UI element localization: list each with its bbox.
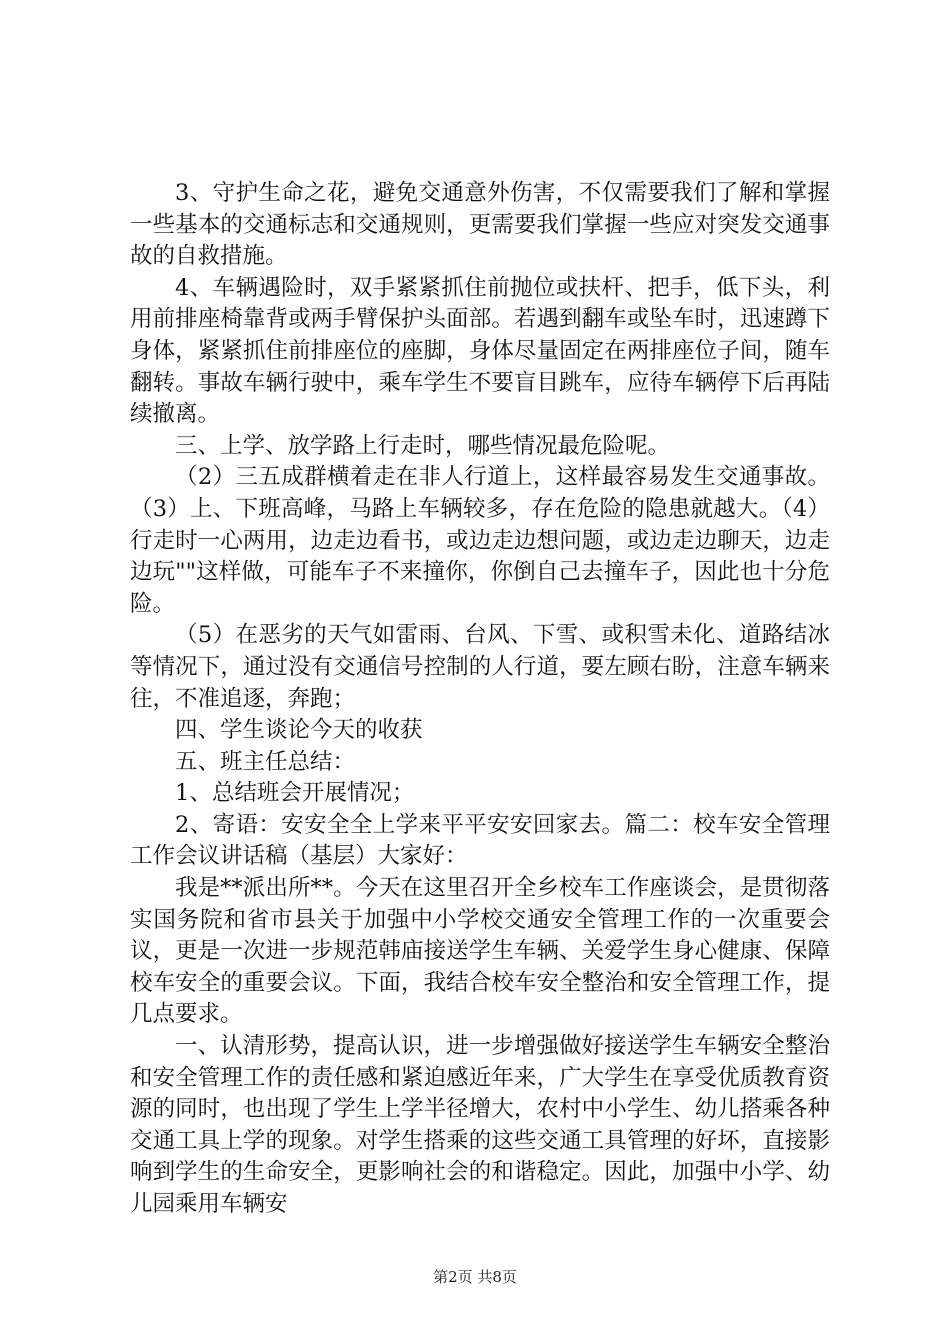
paragraph: 1、总结班会开展情况； — [175, 780, 415, 807]
paragraph: 四、学生谈论今天的收获 — [175, 717, 423, 744]
paragraph: 3、守护生命之花，避免交通意外伤害，不仅需要我们了解和掌握一些基本的交通标志和交通规则，更需要我们掌握一些应对突发交通事故的自救措施。 — [130, 180, 830, 270]
paragraph: 4、车辆遇险时，双手紧紧抓住前抛位或扶杆、把手，低下头，利用前排座椅靠背或两手臂保护头面部。若遇到翻车或坠车时，迅速蹲下身体，紧紧抓住前排座位的座脚，身体尽量固定在两排座位子间，随车翻转。事故车辆行驶中，乘车学生不要盲目跳车，应待车辆停下后再陆续撤离。 — [130, 274, 830, 428]
paragraph: （2）三五成群横着走在非人行道上，这样最容易发生交通事故。（3）上、下班高峰，马路上车辆较多，存在危险的隐患就越大。（4）行走时一心两用，边走边看书，或边走边想问题，或边走边聊天，边走边玩""这样做，可能车子不来撞你，你倒自己去撞车子，因此也十分危险。 — [130, 464, 830, 617]
paragraph: 五、班主任总结： — [175, 748, 356, 775]
document-body — [130, 178, 830, 1221]
paragraph: 一、认清形势，提高认识，进一步增强做好接送学生车辆安全整治和安全管理工作的责任感和紧迫感近年来，广大学生在享受优质教育资源的同时，也出现了学生上学半径增大，农村中小学生、幼儿搭乘各种交通工具上学的现象。对学生搭乘的这些交通工具管理的好坏，直接影响到学生的生命安全，更影响社会的和谐稳定。因此，加强中小学、幼儿园乘用车辆安 — [130, 1033, 830, 1217]
paragraph: 2、寄语：安安全全上学来平平安安回家去。篇二：校车安全管理工作会议讲话稿（基层）大家好： — [130, 811, 830, 870]
paragraph: 我是**派出所**。今天在这里召开全乡校车工作座谈会，是贯彻落实国务院和省市县关于加强中小学校交通安全管理工作的一次重要会议，更是一次进一步规范韩庙接送学生车辆、关爱学生身心健康、保障校车安全的重要会议。下面，我结合校车安全整治和安全管理工作，提几点要求。 — [130, 875, 830, 1028]
page-footer: 第2页 共8页 — [433, 1268, 517, 1286]
paragraph: 三、上学、放学路上行走时，哪些情况最危险呢。 — [175, 432, 671, 459]
paragraph: （5）在恶劣的天气如雷雨、台风、下雪、或积雪未化、道路结冰等情况下，通过没有交通信号控制的人行道，要左顾右盼，注意车辆来往，不准追逐，奔跑； — [130, 622, 830, 712]
